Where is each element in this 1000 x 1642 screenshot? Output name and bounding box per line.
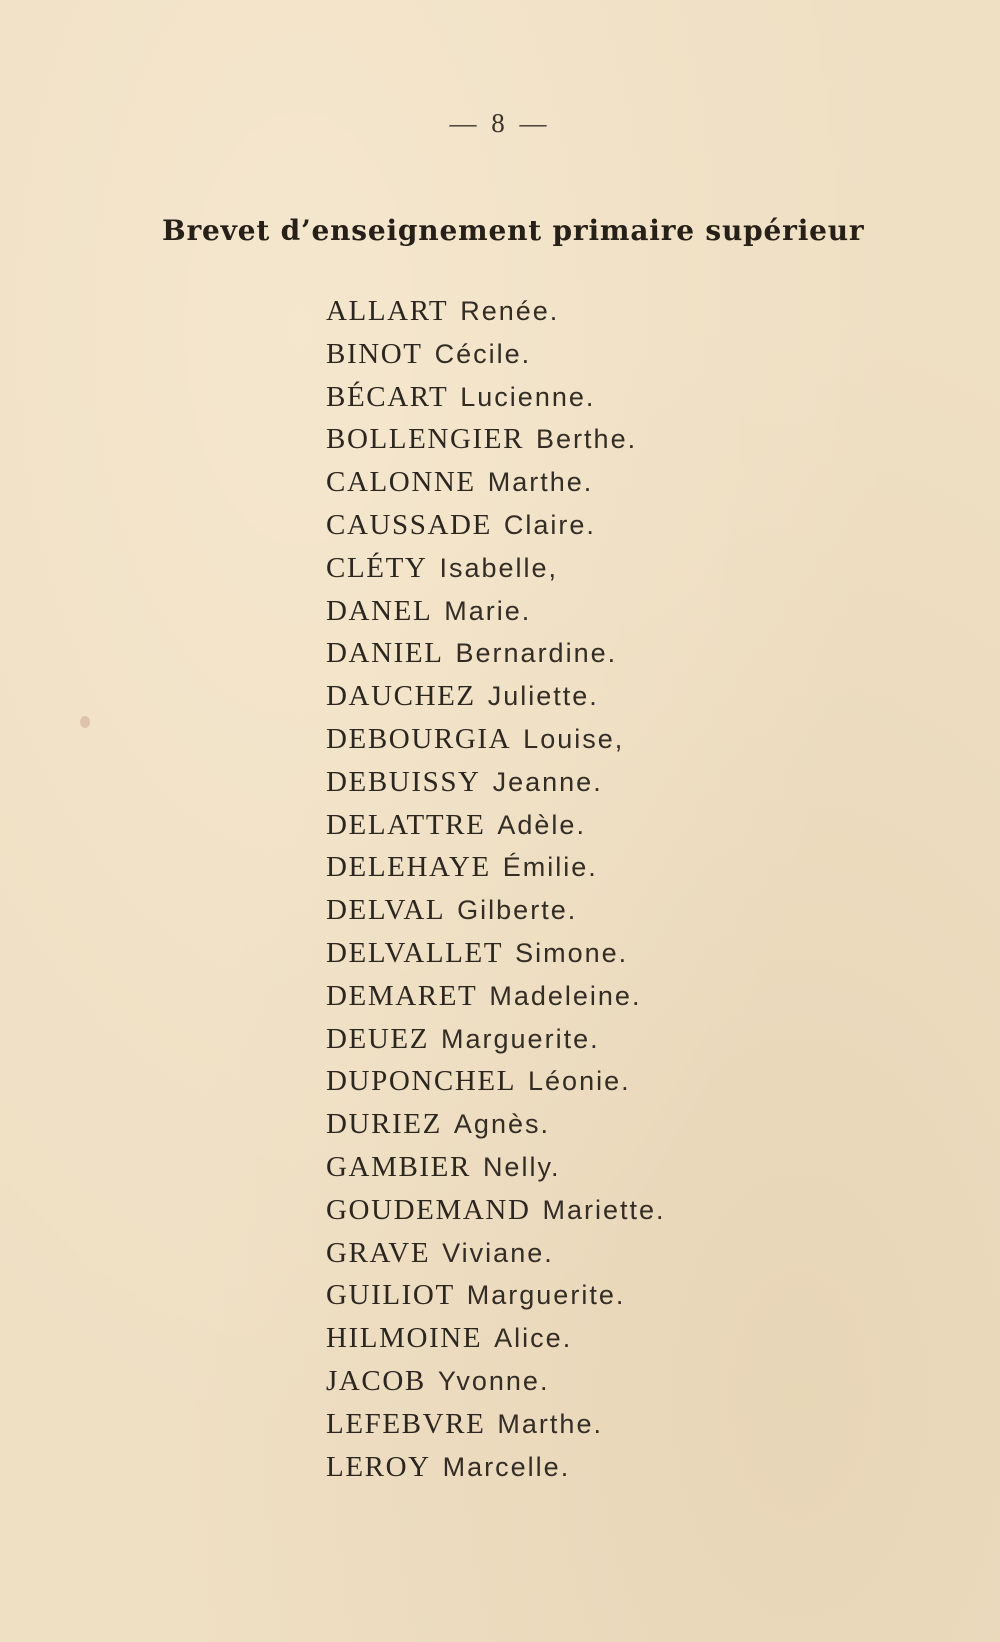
given-name: Marthe. — [487, 467, 594, 498]
surname: DELVAL — [326, 894, 446, 927]
given-name: Marie. — [444, 595, 532, 626]
surname: BOLLENGIER — [326, 423, 525, 456]
surname: BINOT — [326, 337, 423, 370]
page-number: — 8 — — [449, 108, 551, 138]
list-item — [326, 932, 666, 975]
given-name: Claire. — [503, 509, 596, 540]
given-name: Juliette. — [487, 681, 599, 712]
given-name: Cécile. — [434, 338, 532, 369]
surname: GAMBIER — [326, 1150, 471, 1183]
surname: DAUCHEZ — [326, 680, 476, 713]
given-name: Jeanne. — [492, 766, 603, 797]
list-item — [326, 1232, 666, 1275]
surname: BÉCART — [326, 380, 449, 413]
surname: ALLART — [326, 295, 449, 327]
given-name: Louise, — [523, 723, 625, 754]
list-item — [326, 1103, 666, 1146]
given-name: Simone. — [515, 937, 629, 968]
list-item — [326, 1060, 666, 1103]
list-item — [326, 718, 666, 761]
surname: LEFEBVRE — [326, 1407, 486, 1440]
surname: DEUEZ — [326, 1022, 430, 1055]
given-name: Gilberte. — [457, 895, 578, 926]
surname: DURIEZ — [326, 1108, 442, 1141]
given-name: Renée. — [460, 296, 560, 326]
surname: HILMOINE — [326, 1322, 483, 1355]
list-item — [326, 1146, 666, 1189]
list-item — [326, 418, 666, 461]
list-item — [326, 1446, 666, 1489]
list-item — [326, 975, 666, 1018]
given-name: Marcelle. — [442, 1451, 571, 1482]
given-name: Marguerite. — [466, 1280, 626, 1311]
given-name: Berthe. — [536, 424, 638, 455]
given-name: Lucienne. — [460, 381, 596, 412]
surname: GRAVE — [326, 1236, 431, 1269]
list-item — [326, 889, 666, 932]
given-name: Léonie. — [528, 1066, 631, 1097]
given-name: Nelly. — [482, 1151, 561, 1182]
list-item — [326, 1274, 666, 1317]
paper-stain — [80, 716, 90, 728]
list-item — [326, 504, 666, 547]
given-name: Agnès. — [453, 1109, 550, 1140]
surname: DEMARET — [326, 979, 478, 1012]
list-item — [326, 1360, 666, 1403]
given-name: Bernardine. — [455, 638, 618, 669]
given-name: Alice. — [494, 1323, 573, 1354]
list-item — [326, 761, 666, 804]
surname: DEBOURGIA — [326, 722, 512, 755]
surname: CAUSSADE — [326, 508, 492, 541]
list-item — [326, 1317, 666, 1360]
surname: DANEL — [326, 594, 433, 627]
given-name: Adèle. — [497, 809, 586, 840]
surname: DELATTRE — [326, 808, 486, 841]
list-item — [326, 675, 666, 718]
surname: DELEHAYE — [326, 851, 491, 884]
given-name: Yvonne. — [437, 1365, 550, 1396]
surname: LEROY — [326, 1450, 431, 1483]
given-name: Émilie. — [502, 852, 598, 883]
list-item — [326, 1018, 666, 1061]
surname: CLÉTY — [326, 551, 428, 584]
surname: JACOB — [326, 1364, 426, 1397]
list-item — [326, 1403, 666, 1446]
list-item — [326, 547, 666, 590]
section-heading: Brevet d’enseignement primaire supérieur — [162, 214, 865, 247]
given-name: Mariette. — [542, 1194, 666, 1225]
list-item — [326, 590, 666, 633]
list-item — [326, 333, 666, 376]
surname: DEBUISSY — [326, 765, 481, 798]
list-item — [326, 804, 666, 847]
list-item — [326, 846, 666, 889]
given-name: Viviane. — [442, 1237, 554, 1268]
list-item — [326, 632, 666, 675]
surname: DANIEL — [326, 637, 444, 670]
surname: DUPONCHEL — [326, 1065, 517, 1098]
given-name: Isabelle, — [439, 552, 559, 583]
surname: DELVALLET — [326, 936, 504, 969]
list-item — [326, 1189, 666, 1232]
list-item — [326, 461, 666, 504]
given-name: Marguerite. — [441, 1023, 600, 1054]
given-name: Madeleine. — [489, 980, 642, 1011]
name-list — [326, 290, 666, 1488]
surname: CALONNE — [326, 466, 476, 499]
given-name: Marthe. — [497, 1408, 603, 1439]
surname: GOUDEMAND — [326, 1193, 531, 1226]
surname: GUILIOT — [326, 1279, 455, 1312]
list-item — [326, 376, 666, 419]
list-item — [326, 290, 666, 333]
